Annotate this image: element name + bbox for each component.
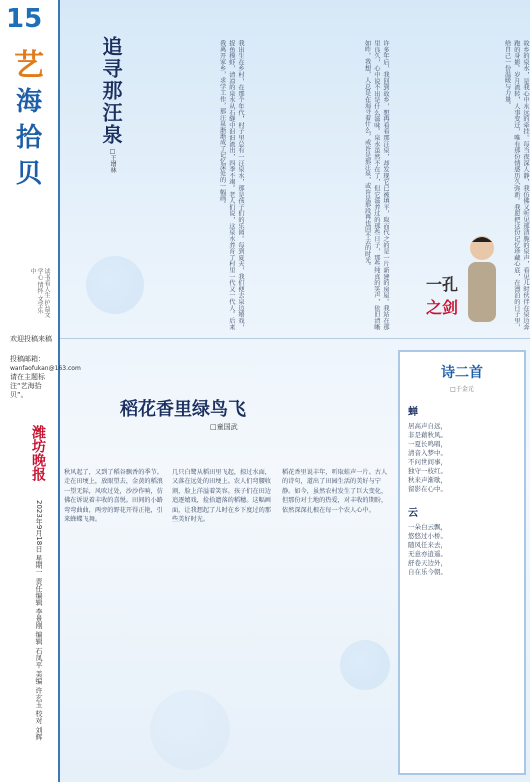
mail-note: 请在主题标注“艺海拾贝”。 (10, 373, 45, 399)
article2-column: 秋风起了，又到了稻谷飘香的季节。走在田埂上，放眼望去，金黄的稻浪一望无际，风吹过处，沙沙作响，仿佛在诉说着丰收的喜悦。田间的小路弯弯曲曲，两旁的野花开得正艳，引来蜂蝶飞舞。 (64, 469, 163, 524)
poem-header: 诗二首 (441, 365, 483, 381)
article2-title: 稻花香里绿鸟飞 (120, 399, 246, 420)
poem-line: 留影在心中。 (408, 485, 447, 493)
section-motto: 读书看人生 护益文学心 情怀 文学乐中 (29, 268, 50, 318)
section-title-char: 拾 (15, 123, 42, 153)
page-number: 15 (6, 4, 43, 34)
poem-line: 不问世间事， (408, 458, 447, 466)
poem-line: 无意亦逍遥。 (408, 550, 447, 558)
poem-line: 独守一枝红。 (408, 467, 447, 475)
article1-column: 我出生在乡村，在那个年代，村子里总有一汪泉水，那是孩子们的乐园。每到夏天，我们便去泉边嬉戏，捉鱼摸虾，清凉的泉水从石缝中汩汩流出，四季不竭。老人们说，这泉水养育了村里一代又一代人。后来我离开家乡，求学工作，那汪泉渐渐成了记忆深处的一幅画。 (218, 40, 244, 330)
poem-line: 居高声自远， (408, 422, 447, 430)
column-portrait (462, 232, 502, 324)
mail-info (10, 355, 81, 400)
section-title-char: 海 (15, 87, 42, 117)
poem-line: 悠悠过小桥。 (408, 532, 447, 540)
poem-author: □于金元 (450, 386, 474, 393)
poem-line: 随风任来去， (408, 541, 447, 549)
decorative-circle (86, 256, 144, 314)
portrait-icon (462, 232, 502, 324)
poem-line: 一夏长鸣唱， (408, 440, 447, 448)
column-label-part2: 之剑 (426, 298, 459, 317)
poem-line: 清音入梦中。 (408, 449, 447, 457)
poem-subtitle: 云 (408, 508, 418, 519)
editor-info: 2023年9月18日 星期一 责任编辑 李景刚 编辑 石凤平 美编 许玄玉 校对 刘辉 (35, 500, 43, 741)
mail-address[interactable]: wanfaofukan@163.com (10, 365, 81, 372)
article1-author: □王增林 (109, 148, 116, 173)
welcome-note: 欢迎投稿来稿 (10, 335, 52, 343)
column-label (426, 272, 458, 318)
newspaper-logo: 潍坊晚报 (30, 425, 46, 481)
poem-line: 秋来声渐歇， (408, 476, 447, 484)
article2-author: □童国武 (210, 423, 238, 431)
article1-column: 许多年后，我回到故乡，想再看看那汪泉，却发现它已被填平，取而代之的是一片新建的房屋。我站在那里良久，心中说不出是什么滋味。泉水虽然不在了，但它滋养过的那些日子，那些纯真的笑声，依旧清晰如昨。我想，人总是在追寻着什么，或许是那汪泉，或许是那段再也回不去的时光。 (363, 40, 389, 330)
section-title (14, 48, 44, 192)
article2-column: 稻花香里说丰年，听取蛙声一片。古人的诗句，道出了田园生活的美好与宁静。如今，虽然农村发生了巨大变化，但那份对土地的热爱，对丰收的期盼，依然深深扎根在每一个农人心中。 (282, 469, 388, 514)
section-divider (60, 338, 530, 339)
column-label-part1: 一孔 (426, 275, 459, 294)
poem-subtitle: 蝉 (408, 407, 418, 418)
article2-column: 几只白鹭从稻田里飞起，掠过水面，又落在远处的田埂上。农人们弯腰收割，脸上洋溢着笑容。孩子们在田边追逐嬉戏，捡拾遗落的稻穗。这幅画面，让我想起了儿时在乡下度过的那些美好时光。 (172, 469, 271, 524)
sidebar (0, 0, 81, 782)
article1-column: 故乡的泉水，是我心中永远的牵挂。每当夜深人静，我仿佛又听见那清脆的泉声，看见儿时伙伴在泉边奔跑的身影。岁月流转，人事变迁，唯有那份情感历久弥新。我愿把这份记忆珍藏心底，在漂泊的日子里，给自己一份温暖与力量。 (503, 40, 529, 330)
poem-line: 舒卷天边外， (408, 559, 447, 567)
poem-line: 非是藉秋风。 (408, 431, 447, 439)
section-title-char: 贝 (15, 159, 42, 189)
poem-box (398, 350, 526, 775)
article1-title: 追寻那汪泉 (99, 36, 123, 146)
poem-line: 自在乐今朝。 (408, 568, 447, 576)
mail-label: 投稿邮箱： (10, 355, 45, 363)
poem-line: 一朵白云飘， (408, 523, 447, 531)
section-title-char: 艺 (14, 48, 44, 83)
